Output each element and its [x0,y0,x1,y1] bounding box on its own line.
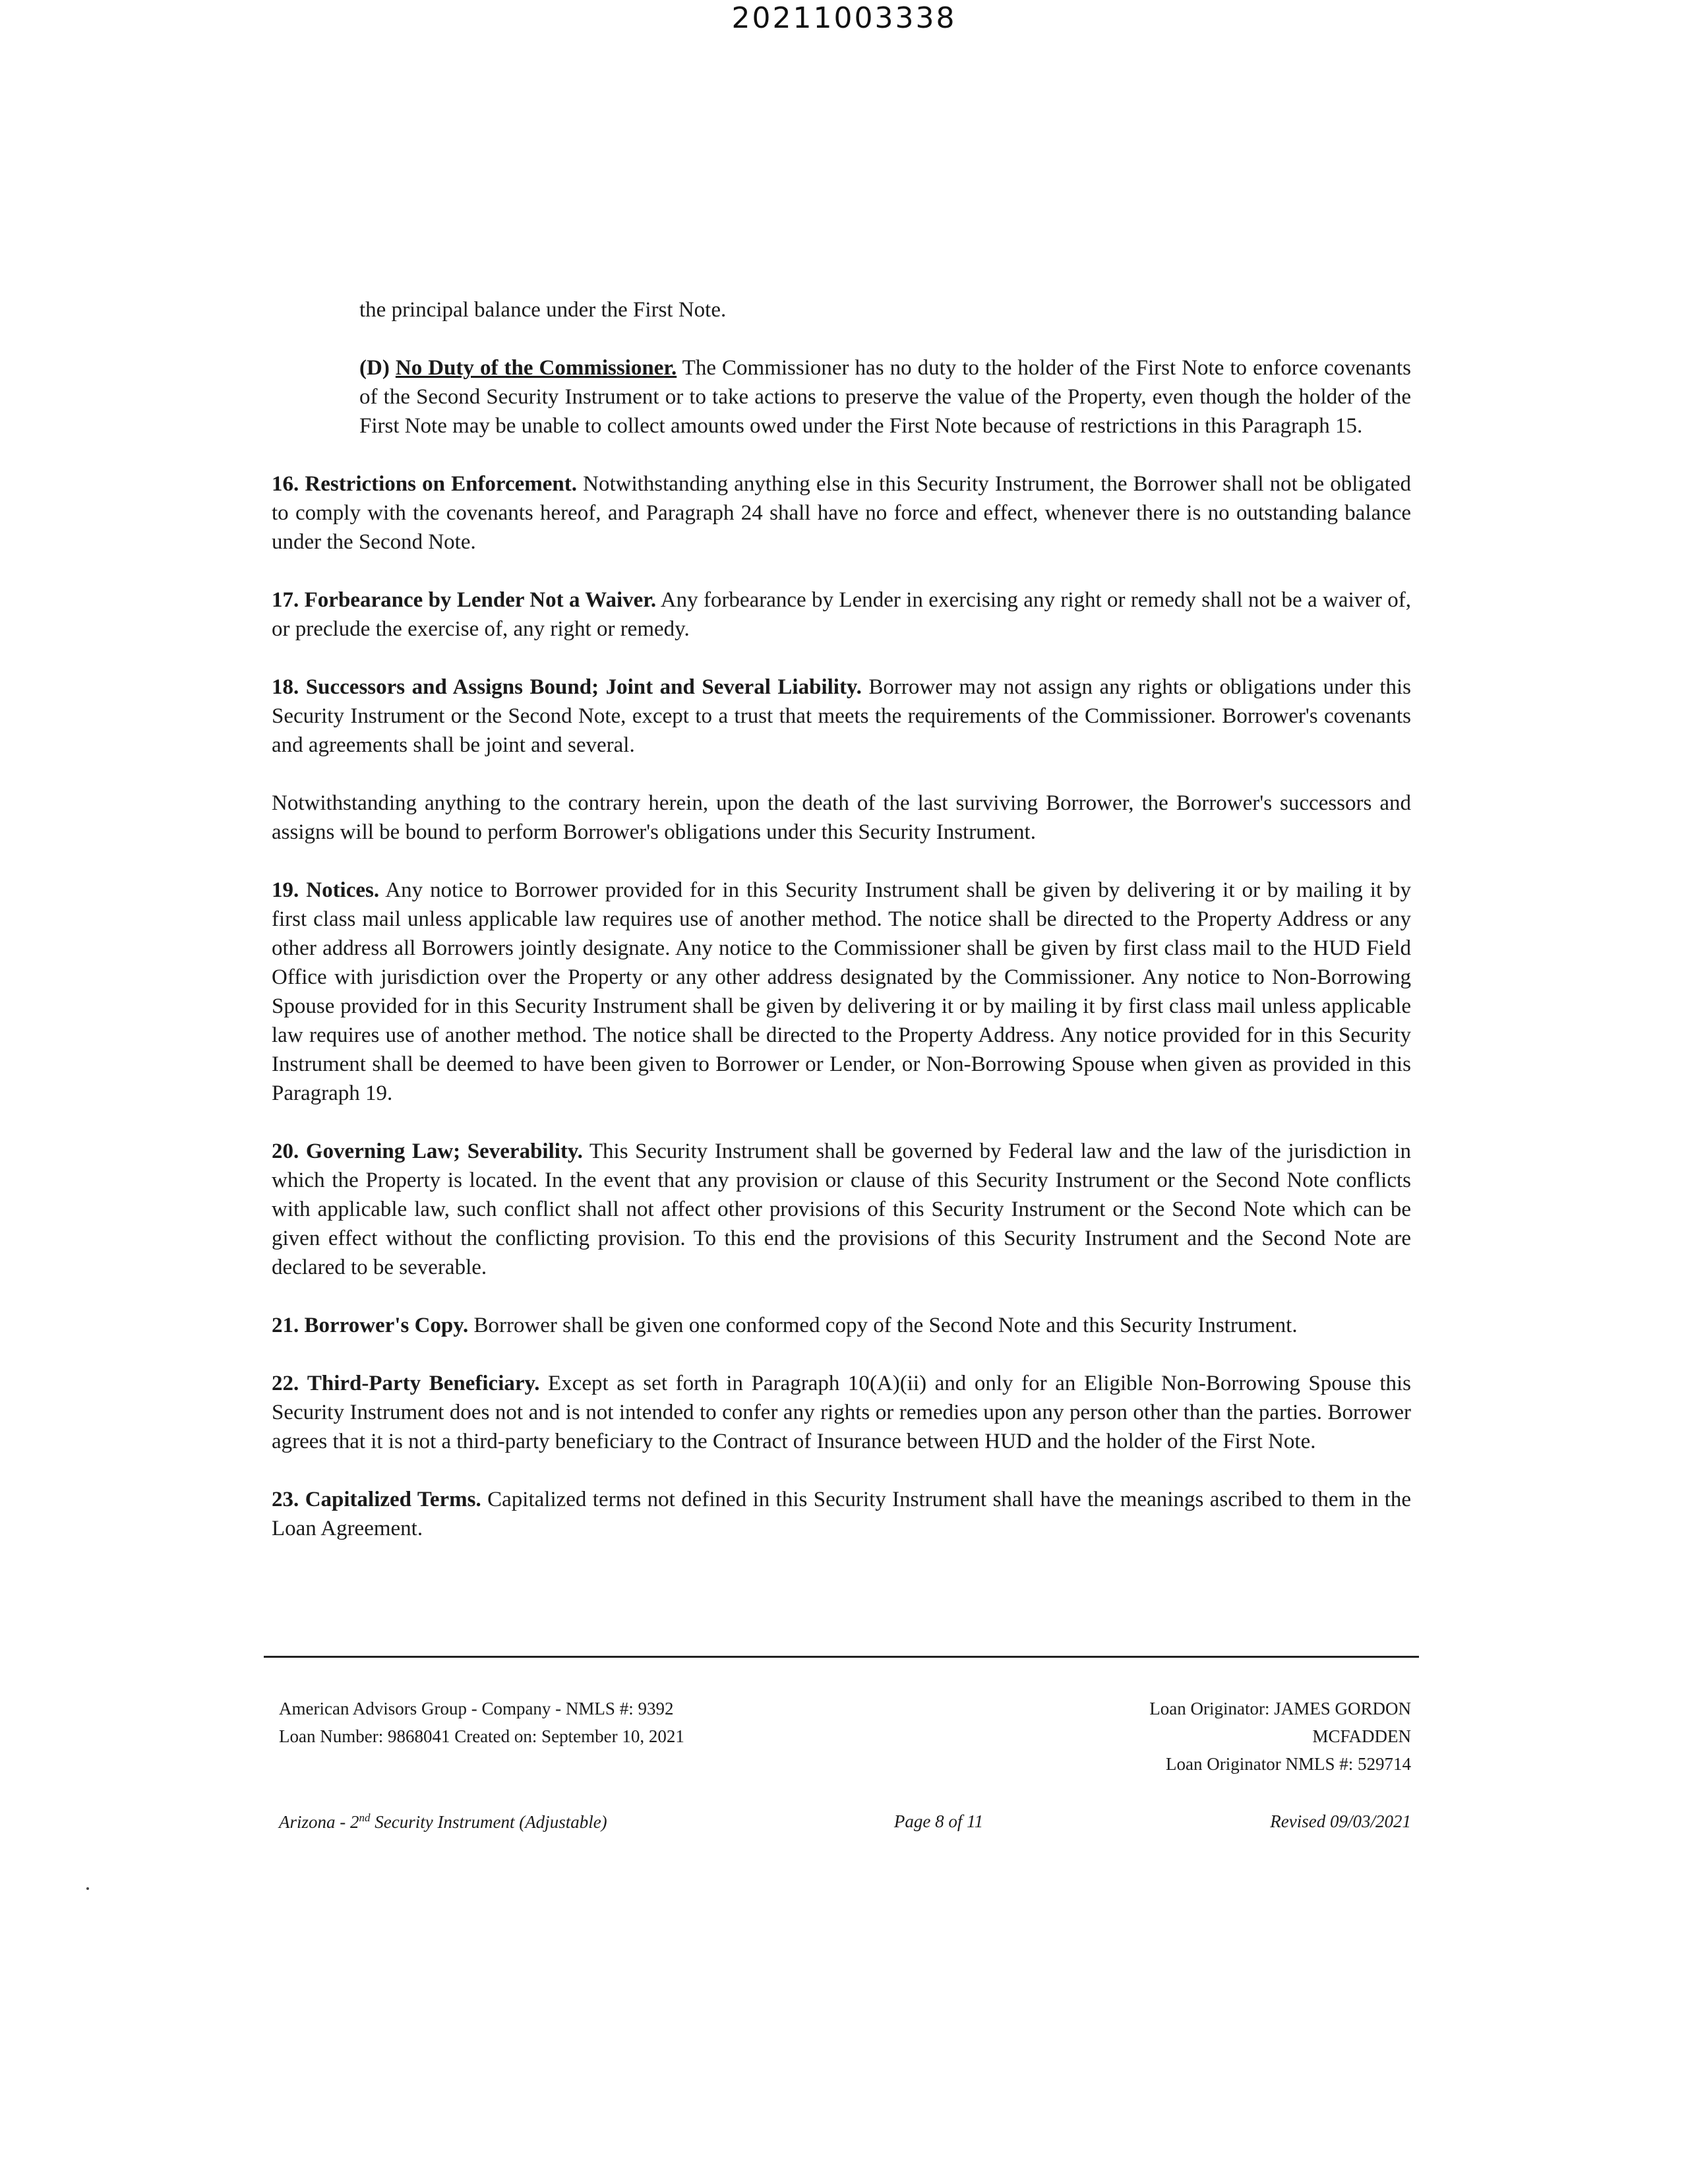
paragraph-d-text: The Commissioner has no duty to the holder of the First Note to enforce covenants of the Second Security Instrument or to take actions to preserve the value of the Property, even though the holder of the First Note may be unable to collect amounts owed under the First Note because of restrictions in this Paragraph 15. [359,356,1412,438]
footer-originator-name-line1: Loan Originator: JAMES GORDON [1149,1699,1411,1718]
section-23 [272,1485,1411,1543]
section-21-heading: Borrower's Copy. [304,1314,469,1337]
section-19 [272,876,1411,1108]
footer-page-number: Page 8 of 11 [893,1811,984,1831]
section-22-heading: Third-Party Beneficiary. [307,1372,540,1395]
section-17-heading: Forbearance by Lender Not a Waiver. [304,588,657,612]
section-19-heading: Notices. [306,878,380,902]
section-23-text: Capitalized terms not defined in this Security Instrument shall have the meanings ascribed to them in the Loan Agreement. [272,1488,1412,1540]
section-22-text: Except as set forth in Paragraph 10(A)(ii) and only for an Eligible Non-Borrowing Spouse this Security Instrument does not and is not intended to confer any rights or remedies upon any person other than the parties. Borrower agrees that it is not a third-party beneficiary to the Contract of Insurance between HUD and the holder of the First Note. [272,1372,1412,1453]
section-21-number: 21. [272,1314,299,1337]
footer-lender-info [279,1695,684,1750]
section-18-number: 18. [272,675,299,699]
section-16-number: 16. [272,472,299,496]
section-23-heading: Capitalized Terms. [305,1488,481,1511]
section-18-continuation-text: Notwithstanding anything to the contrary herein, upon the death of the last surviving Borrower, the Borrower's successors and assigns will be bound to perform Borrower's obligations under this Security Instrument. [272,791,1411,844]
section-16-heading: Restrictions on Enforcement. [305,472,578,496]
footer-form-name [279,1811,607,1833]
footer-form-line [279,1811,1411,1833]
footer-form-superscript: nd [359,1811,371,1824]
section-20-number: 20. [272,1139,299,1163]
paragraph-d [272,353,1411,440]
footer-loan-number: Loan Number: 9868041 Created on: September 10, 2021 [279,1726,684,1746]
document-number: 20211003338 [731,1,957,35]
section-18-continuation [272,789,1411,847]
section-20 [272,1137,1411,1282]
paragraph-d-label: (D) [359,356,390,380]
footer-originator-name-line2: MCFADDEN [1312,1726,1411,1746]
section-22 [272,1369,1411,1456]
section-21-text: Borrower shall be given one conformed copy of the Second Note and this Security Instrument. [468,1314,1298,1337]
section-18-text: Borrower may not assign any rights or obligations under this Security Instrument or the Second Note, except to a trust that meets the requirements of the Commissioner. Borrower's covenants and agreements shall be joint and several. [272,675,1412,757]
scan-speck [86,1887,89,1890]
section-16 [272,470,1411,557]
section-23-number: 23. [272,1488,299,1511]
section-19-number: 19. [272,878,299,902]
section-18-heading: Successors and Assigns Bound; Joint and Several Liability. [305,675,862,699]
section-19-text: Any notice to Borrower provided for in this Security Instrument shall be given by delivering it or by mailing it by first class mail unless applicable law requires use of another method. The notice shall be directed to the Property Address or any other address all Borrowers jointly designate. Any notice to the Commissioner shall be given by first class mail to the HUD Field Office with jurisdiction over the Property or any other address designated by the Commissioner. Any notice to Non-Borrowing Spouse provided for in this Security Instrument shall be given by delivering it or by mailing it by first class mail unless applicable law requires use of another method. The notice shall be directed to the Property Address. Any notice provided for in this Security Instrument shall be deemed to have been given to Borrower or Lender, or Non-Borrowing Spouse when given as provided in this Paragraph 19. [272,878,1412,1105]
section-17 [272,586,1411,644]
section-17-number: 17. [272,588,299,612]
section-18 [272,673,1411,760]
footer-company: American Advisors Group - Company - NMLS #: 9392 [279,1699,674,1718]
footer-divider [264,1656,1419,1658]
section-22-number: 22. [272,1372,299,1395]
document-body [272,295,1411,1572]
footer-originator-nmls: Loan Originator NMLS #: 529714 [1166,1754,1411,1774]
section-20-text: This Security Instrument shall be governed by Federal law and the law of the jurisdiction in which the Property is located. In the event that any provision or clause of this Security Instrument or the Second Note conflicts with applicable law, such conflict shall not affect other provisions of this Security Instrument or the Second Note which can be given effect without the conflicting provision. To this end the provisions of this Security Instrument and the Second Note are declared to be severable. [272,1139,1412,1279]
paragraph-d-heading: No Duty of the Commissioner. [395,356,677,380]
footer-form-suffix: Security Instrument (Adjustable) [370,1812,607,1832]
section-16-text: Notwithstanding anything else in this Security Instrument, the Borrower shall not be obligated to comply with the covenants hereof, and Paragraph 24 shall have no force and effect, whenever there is no outstanding balance under the Second Note. [272,472,1412,554]
section-20-heading: Governing Law; Severability. [305,1139,583,1163]
section-17-text: Any forbearance by Lender in exercising any right or remedy shall not be a waiver of, or preclude the exercise of, any right or remedy. [272,588,1411,641]
paragraph-continuation: the principal balance under the First Note. [359,298,727,322]
section-21 [272,1311,1411,1340]
footer-revised-date: Revised 09/03/2021 [1270,1811,1411,1831]
footer-originator-info [1149,1695,1411,1778]
footer-form-prefix: Arizona - 2 [279,1812,359,1832]
